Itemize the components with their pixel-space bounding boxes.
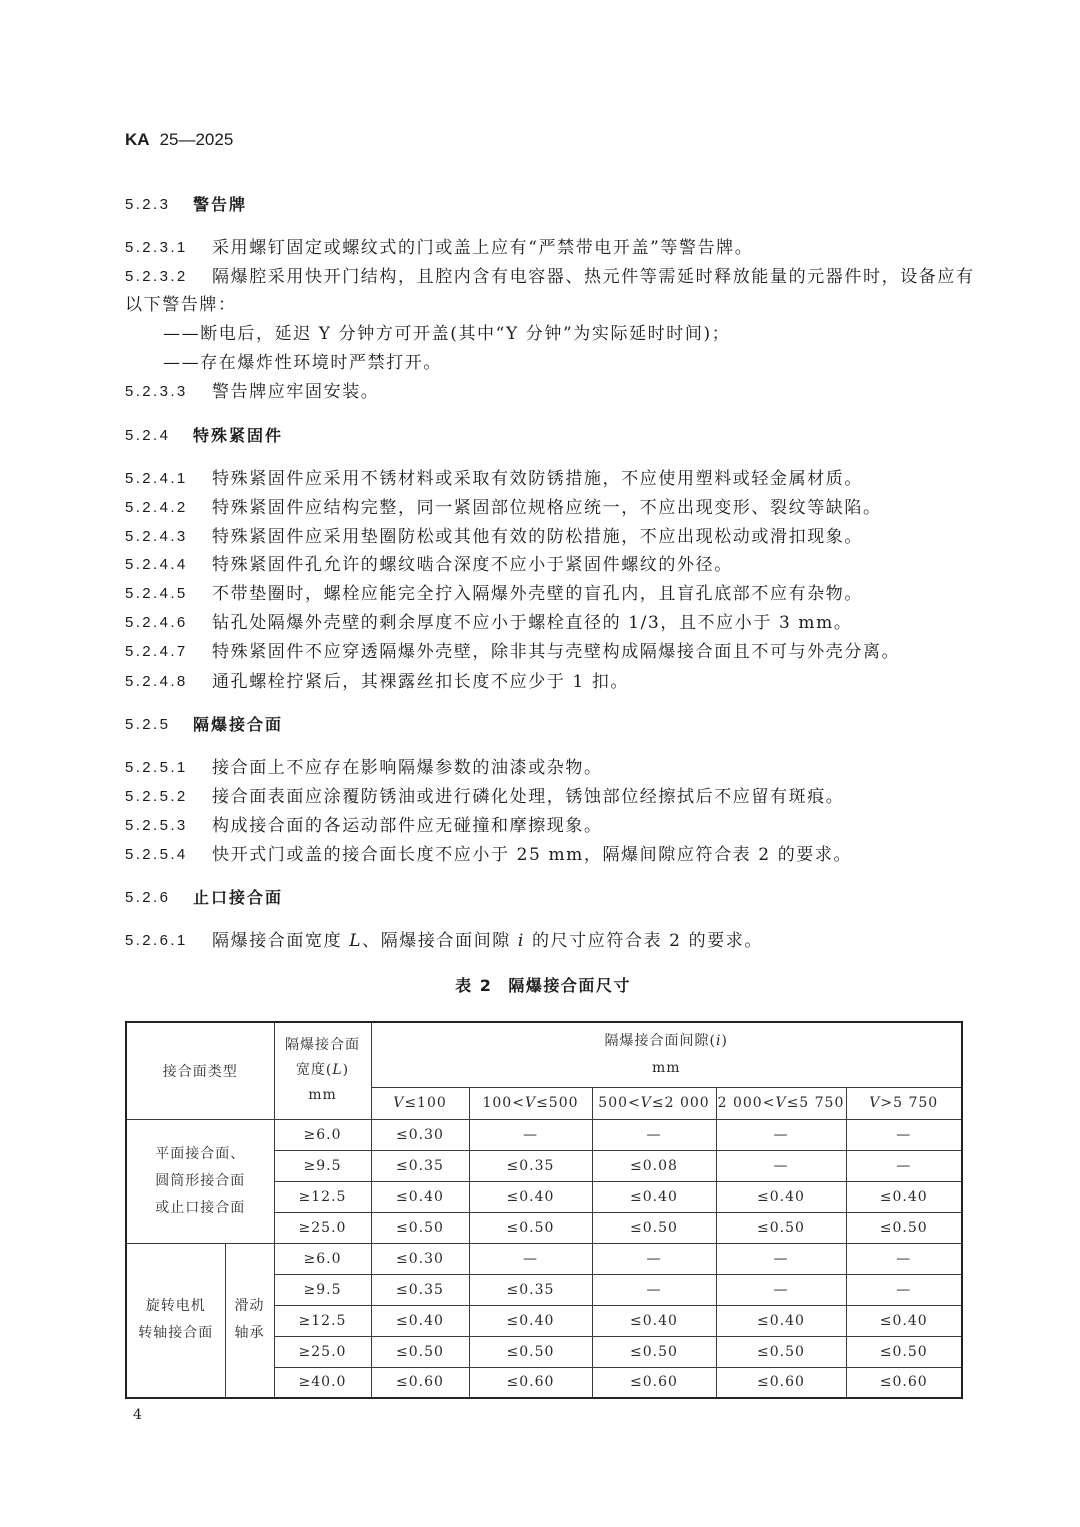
width-cell: ≥9.5: [274, 1150, 371, 1181]
clause-number: 5.2.3.1: [125, 239, 188, 256]
clause-text: 特殊紧固件应结构完整，同一紧固部位规格应统一，不应出现变形、裂纹等缺陷。: [212, 498, 882, 518]
clause: [125, 640, 980, 664]
clause-text: 的尺寸应符合表 2 的要求。: [524, 931, 763, 951]
dash-list-item: ——断电后，延迟 Y 分钟方可开盖(其中“Y 分钟”为实际延时时间)；: [163, 324, 731, 344]
range-text: ≤5 750: [786, 1095, 845, 1111]
voltage-range-header: [371, 1087, 469, 1119]
section-title: 警告牌: [193, 195, 248, 214]
clause: [125, 814, 980, 838]
table-caption-label: 表 2: [455, 976, 493, 995]
width-header-line: [275, 1058, 371, 1083]
width-header-unit: mm: [308, 1087, 337, 1104]
section-title: 特殊紧固件: [193, 426, 284, 445]
range-text: ≤2 000: [651, 1095, 710, 1111]
gap-cell: —: [716, 1119, 846, 1150]
gap-cell: ≤0.40: [846, 1305, 962, 1336]
gap-cell: ≤0.30: [371, 1243, 469, 1274]
gap-cell: —: [716, 1274, 846, 1305]
gap-cell: ≤0.40: [371, 1305, 469, 1336]
clause-text: 接合面上不应存在影响隔爆参数的油漆或杂物。: [212, 758, 603, 778]
clause-text: 通孔螺栓拧紧后，其裸露丝扣长度不应少于 1 扣。: [212, 672, 630, 692]
gap-cell: ≤0.60: [469, 1367, 592, 1398]
range-text: 500<: [598, 1095, 641, 1111]
width-cell: ≥6.0: [274, 1243, 371, 1274]
width-header-text: 宽度(: [295, 1062, 333, 1079]
section-number: 5.2.5: [125, 716, 171, 733]
clause-text: 特殊紧固件应采用垫圈防松或其他有效的防松措施，不应出现松动或滑扣现象。: [212, 527, 863, 547]
table-row: [126, 1119, 962, 1150]
gap-cell: ≤0.50: [592, 1336, 716, 1367]
section-heading-5-2-4: [125, 424, 980, 448]
variable-i: i: [517, 931, 525, 951]
clause: [125, 756, 980, 780]
gap-cell: —: [716, 1243, 846, 1274]
clause-number: 5.2.4.8: [125, 673, 188, 690]
section-heading-5-2-5: [125, 713, 980, 737]
clause-text: 采用螺钉固定或螺纹式的门或盖上应有“严禁带电开盖”等警告牌。: [212, 238, 754, 258]
gap-cell: ≤0.30: [371, 1119, 469, 1150]
gap-cell: ≤0.40: [846, 1181, 962, 1212]
gap-cell: —: [846, 1150, 962, 1181]
section-heading-5-2-3: [125, 193, 980, 217]
clause-text: 构成接合面的各运动部件应无碰撞和摩擦现象。: [212, 816, 603, 836]
group-label-cell: [126, 1243, 225, 1398]
gap-cell: ≤0.60: [716, 1367, 846, 1398]
clause-number: 5.2.4.5: [125, 585, 188, 602]
table-caption-title: 隔爆接合面尺寸: [508, 976, 631, 995]
section-number: 5.2.4: [125, 427, 171, 444]
group-label-line: 或止口接合面: [155, 1199, 246, 1216]
gap-cell: ≤0.50: [592, 1212, 716, 1243]
variable-v: V: [640, 1095, 652, 1111]
clause-5-2-3-1: [125, 236, 980, 260]
clause: [125, 611, 980, 635]
group-sublabel-line: 滑动: [234, 1298, 265, 1315]
gap-cell: ≤0.50: [371, 1212, 469, 1243]
variable-v: V: [393, 1095, 405, 1111]
gap-cell: ≤0.50: [716, 1336, 846, 1367]
gap-header-unit: mm: [651, 1059, 681, 1076]
gap-cell: ≤0.35: [371, 1150, 469, 1181]
gap-cell: ≤0.35: [469, 1274, 592, 1305]
group-label-cell: [126, 1119, 274, 1243]
clause-text: 警告牌应牢固安装。: [212, 382, 380, 402]
gap-cell: —: [592, 1274, 716, 1305]
gap-cell: ≤0.40: [592, 1181, 716, 1212]
gap-cell: —: [592, 1243, 716, 1274]
variable-l: L: [349, 931, 363, 951]
clause-continuation: 以下警告牌：: [125, 295, 237, 315]
variable-l: L: [332, 1062, 343, 1079]
page-number: 4: [133, 1407, 142, 1423]
gap-cell: ≤0.60: [592, 1367, 716, 1398]
width-cell: ≥40.0: [274, 1367, 371, 1398]
width-header-line: 隔爆接合面: [285, 1037, 360, 1054]
clause-text: 、隔爆接合面间隙: [362, 931, 518, 951]
dash-list-item: ——存在爆炸性环境时严禁打开。: [163, 353, 442, 373]
gap-cell: ≤0.50: [846, 1336, 962, 1367]
clause-text: 钻孔处隔爆外壳壁的剩余厚度不应小于螺栓直径的 1/3，且不应小于 3 mm。: [212, 613, 853, 633]
clause-text: 隔爆接合面宽度: [212, 931, 350, 951]
clause-text: 快开式门或盖的接合面长度不应小于 25 mm，隔爆间隙应符合表 2 的要求。: [212, 845, 853, 865]
range-text: ≤500: [536, 1095, 579, 1111]
gap-cell: —: [469, 1243, 592, 1274]
voltage-range-header: [469, 1087, 592, 1119]
gap-cell: —: [846, 1274, 962, 1305]
width-cell: ≥25.0: [274, 1336, 371, 1367]
clause: [125, 843, 980, 867]
standard-number: 25—2025: [159, 130, 234, 149]
width-cell: ≥6.0: [274, 1119, 371, 1150]
clause: [125, 525, 980, 549]
group-label-line: 转轴接合面: [138, 1325, 214, 1342]
gap-cell: —: [846, 1119, 962, 1150]
gap-cell: ≤0.50: [469, 1212, 592, 1243]
gap-cell: —: [716, 1150, 846, 1181]
gap-cell: ≤0.40: [716, 1305, 846, 1336]
voltage-range-header: [592, 1087, 716, 1119]
clause-number: 5.2.5.3: [125, 817, 188, 834]
gap-cell: —: [469, 1119, 592, 1150]
variable-i: i: [716, 1032, 722, 1049]
range-text: >5 750: [880, 1095, 939, 1111]
clause-5-2-6-1: [125, 929, 980, 953]
variable-v: V: [869, 1095, 881, 1111]
joint-width-header: [274, 1022, 371, 1119]
gap-cell: ≤0.35: [469, 1150, 592, 1181]
gap-cell: ≤0.60: [846, 1367, 962, 1398]
clause-number: 5.2.3.3: [125, 383, 188, 400]
range-text: 2 000<: [717, 1095, 776, 1111]
clause-number: 5.2.4.2: [125, 499, 188, 516]
clause-5-2-3-3: [125, 380, 980, 404]
width-cell: ≥25.0: [274, 1212, 371, 1243]
voltage-range-header: [846, 1087, 962, 1119]
clause-number: 5.2.4.3: [125, 528, 188, 545]
gap-cell: ≤0.35: [371, 1274, 469, 1305]
clause-number: 5.2.4.6: [125, 614, 188, 631]
clause-number: 5.2.4.1: [125, 470, 188, 487]
gap-cell: ≤0.40: [469, 1305, 592, 1336]
group-label-line: 平面接合面、: [155, 1145, 246, 1162]
gap-cell: ≤0.40: [469, 1181, 592, 1212]
gap-cell: ≤0.50: [371, 1336, 469, 1367]
clause-number: 5.2.3.2: [125, 268, 188, 285]
gap-cell: ≤0.40: [716, 1181, 846, 1212]
clause-text: 特殊紧固件应采用不锈材料或采取有效防锈措施，不应使用塑料或轻金属材质。: [212, 469, 863, 489]
width-cell: ≥12.5: [274, 1305, 371, 1336]
table-caption: [125, 974, 961, 998]
clause-text: 隔爆腔采用快开门结构，且腔内含有电容器、热元件等需延时释放能量的元器件时，设备应有: [212, 267, 975, 287]
section-title: 止口接合面: [193, 888, 284, 907]
joint-gap-header: [371, 1022, 962, 1087]
variable-v: V: [524, 1095, 537, 1111]
clause-number: 5.2.5.4: [125, 846, 188, 863]
range-text: 100<: [482, 1095, 525, 1111]
clause: [125, 582, 980, 606]
group-sublabel-cell: [225, 1243, 274, 1398]
section-title: 隔爆接合面: [193, 715, 284, 734]
group-sublabel-line: 轴承: [234, 1325, 265, 1342]
range-text: ≤100: [404, 1095, 447, 1111]
gap-cell: —: [592, 1119, 716, 1150]
clause: [125, 467, 980, 491]
standard-code: [125, 128, 233, 152]
clause-number: 5.2.5.1: [125, 759, 188, 776]
gap-cell: —: [846, 1243, 962, 1274]
gap-cell: ≤0.08: [592, 1150, 716, 1181]
clause: [125, 496, 980, 520]
variable-v: V: [775, 1095, 787, 1111]
flameproof-joint-table: [125, 1021, 963, 1399]
clause-text: 接合面表面应涂覆防锈油或进行磷化处理，锈蚀部位经擦拭后不应留有斑痕。: [212, 787, 845, 807]
width-cell: ≥12.5: [274, 1181, 371, 1212]
gap-cell: ≤0.50: [846, 1212, 962, 1243]
gap-header-text: ): [721, 1032, 728, 1049]
clause-number: 5.2.4.4: [125, 556, 188, 573]
section-number: 5.2.6: [125, 889, 171, 906]
clause-text: 特殊紧固件不应穿透隔爆外壳壁，除非其与壳壁构成隔爆接合面且不可与外壳分离。: [212, 642, 901, 662]
clause-text: 特殊紧固件孔允许的螺纹啮合深度不应小于紧固件螺纹的外径。: [212, 555, 733, 575]
gap-header-line: [372, 1028, 962, 1055]
gap-cell: ≤0.40: [371, 1181, 469, 1212]
gap-header-text: 隔爆接合面间隙(: [604, 1032, 716, 1049]
width-cell: ≥9.5: [274, 1274, 371, 1305]
joint-type-header: 接合面类型: [126, 1022, 274, 1119]
clause-number: 5.2.4.7: [125, 643, 188, 660]
clause-5-2-3-2: [125, 265, 980, 289]
gap-cell: ≤0.50: [469, 1336, 592, 1367]
standard-prefix: KA: [125, 130, 150, 149]
clause: [125, 553, 980, 577]
section-number: 5.2.3: [125, 196, 171, 213]
gap-cell: ≤0.60: [371, 1367, 469, 1398]
clause-number: 5.2.6.1: [125, 932, 188, 949]
gap-cell: ≤0.40: [592, 1305, 716, 1336]
voltage-range-header: [716, 1087, 846, 1119]
gap-cell: ≤0.50: [716, 1212, 846, 1243]
clause-text: 不带垫圈时，螺栓应能完全拧入隔爆外壳壁的盲孔内，且盲孔底部不应有杂物。: [212, 584, 863, 604]
clause-number: 5.2.5.2: [125, 788, 188, 805]
clause: [125, 785, 980, 809]
clause: [125, 670, 980, 694]
group-label-line: 圆筒形接合面: [155, 1172, 246, 1189]
table-row: [126, 1243, 962, 1274]
group-label-line: 旋转电机: [145, 1298, 206, 1315]
table-header-row: [126, 1022, 962, 1087]
width-header-text: ): [342, 1062, 350, 1079]
section-heading-5-2-6: [125, 886, 980, 910]
